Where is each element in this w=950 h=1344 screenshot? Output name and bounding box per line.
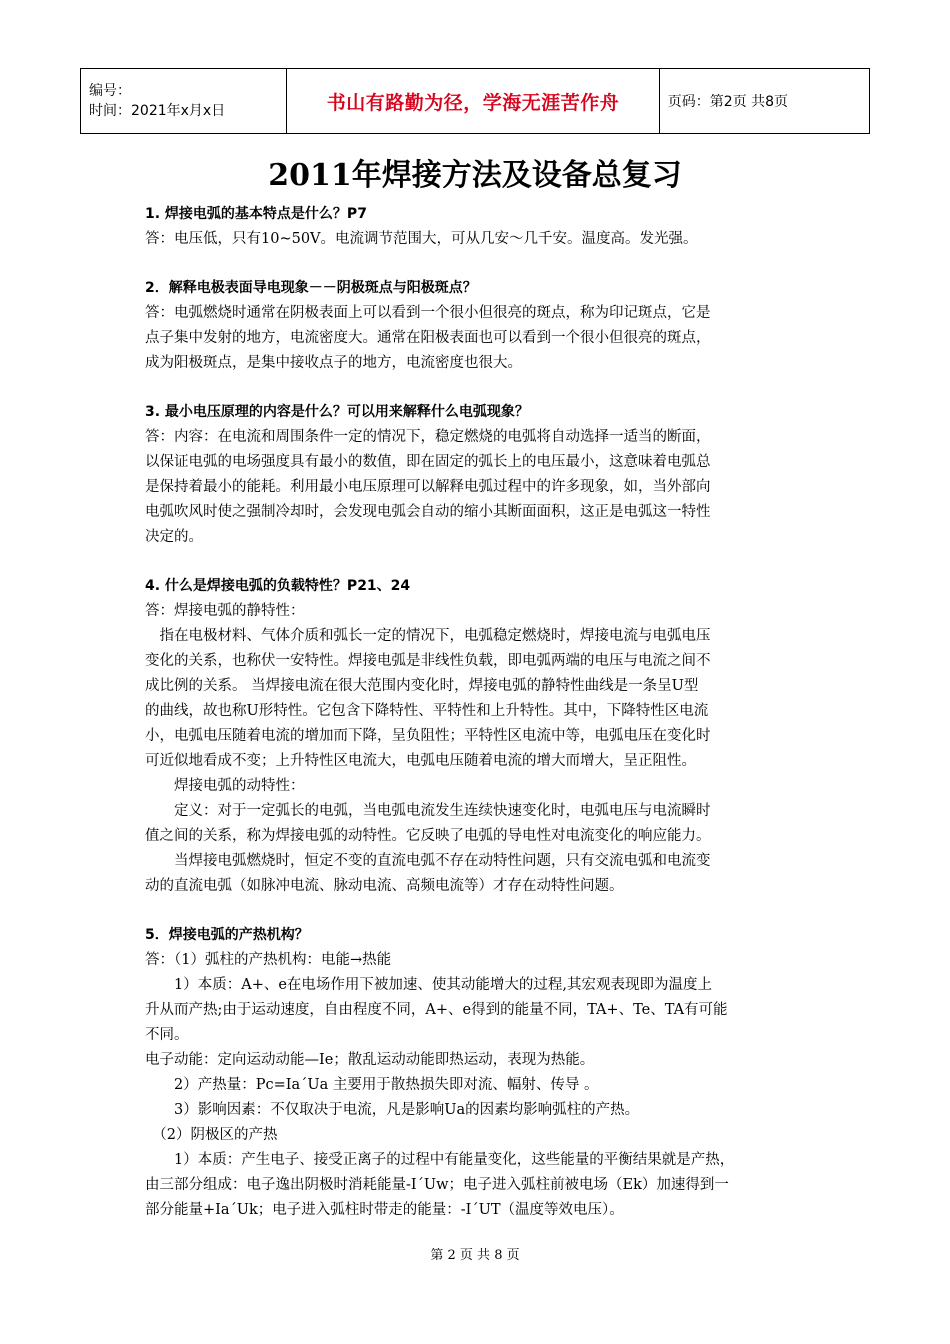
answer-line: 答：内容：在电流和周围条件一定的情况下，稳定燃烧的电弧将自动选择一适当的断面， [145, 429, 711, 445]
answer-line: 决定的。 [145, 529, 203, 545]
question-3: 3. 最小电压原理的内容是什么？可以用来解释什么电弧现象？ [145, 404, 529, 420]
answer-line: 1）本质：A+、e在电场作用下被加速、使其动能增大的过程,其宏观表现即为温度上 [145, 977, 713, 993]
answer-line: 3）影响因素：不仅取决于电流，凡是影响Ua的因素均影响弧柱的产热。 [145, 1102, 640, 1118]
header-meta-cell [81, 69, 287, 134]
answer-line: （2）阴极区的产热 [145, 1127, 278, 1143]
header-motto-cell [287, 69, 660, 134]
answer-line: 动的直流电弧（如脉冲电流、脉动电流、高频电流等）才存在动特性问题。 [145, 878, 624, 894]
answer-line: 成为阳极斑点，是集中接收点子的地方，电流密度也很大。 [145, 355, 522, 371]
answer-line: 值之间的关系，称为焊接电弧的动特性。它反映了电弧的导电性对电流变化的响应能力。 [145, 828, 711, 844]
answer-line: 指在电极材料、气体介质和弧长一定的情况下，电弧稳定燃烧时，焊接电流与电弧电压 [145, 628, 711, 644]
answer-line: 以保证电弧的电场强度具有最小的数值，即在固定的弧长上的电压最小，这意味着电弧总 [145, 454, 711, 470]
answer-line: 电弧吹风时使之强制冷却时，会发现电弧会自动的缩小其断面面积，这正是电弧这一特性 [145, 504, 711, 520]
answer-line: 可近似地看成不变；上升特性区电流大，电弧电压随着电流的增大而增大，呈正阻性。 [145, 753, 696, 769]
answer-line: 部分能量+Ia´Uk；电子进入弧柱时带走的能量：-I´UT（温度等效电压）。 [145, 1202, 624, 1218]
answer-line: 的曲线，故也称U形特性。它包含下降特性、平特性和上升特性。其中，下降特性区电流 [145, 703, 709, 719]
answer-line: 变化的关系，也称伏一安特性。焊接电弧是非线性负载，即电弧两端的电压与电流之间不 [145, 653, 711, 669]
answer-line: 答：电弧燃烧时通常在阴极表面上可以看到一个很小但很亮的斑点，称为印记斑点，它是 [145, 305, 711, 321]
answer-line: 不同。 [145, 1027, 189, 1043]
answer-line: 点子集中发射的地方，电流密度大。通常在阳极表面也可以看到一个很小但很亮的斑点， [145, 330, 711, 346]
answer-line: 当焊接电弧燃烧时，恒定不变的直流电弧不存在动特性问题，只有交流电弧和电流变 [145, 853, 711, 869]
doc-number-label: 编号： [89, 83, 131, 99]
document-header [80, 68, 870, 134]
answer-line: 答：焊接电弧的静特性： [145, 603, 305, 619]
document-body [145, 202, 810, 1223]
answer-line: 电子动能：定向运动动能—Ie；散乱运动动能即热运动，表现为热能。 [145, 1052, 595, 1068]
answer-line: 定义：对于一定弧长的电弧，当电弧电流发生连续快速变化时，电弧电压与电流瞬时 [145, 803, 711, 819]
question-1: 1. 焊接电弧的基本特点是什么？P7 [145, 206, 367, 222]
header-page-info: 页码：第2页 共8页 [667, 94, 789, 110]
question-4: 4. 什么是焊接电弧的负载特性？P21、24 [145, 578, 411, 594]
answer-line: 答：（1）弧柱的产热机构：电能→热能 [145, 952, 392, 968]
question-5: 5．焊接电弧的产热机构？ [145, 927, 309, 943]
answer-line: 是保持着最小的能耗。利用最小电压原理可以解释电弧过程中的许多现象，如，当外部向 [145, 479, 711, 495]
page-title: 2011年焊接方法及设备总复习 [268, 158, 682, 193]
header-page-cell [659, 69, 869, 134]
answer-line: 焊接电弧的动特性： [145, 778, 305, 794]
answer-line: 升从而产热;由于运动速度，自由程度不同，A+、e得到的能量不同，TA+、Te、TA有可能 [145, 1002, 728, 1018]
answer-line: 成比例的关系。 当焊接电流在很大范围内变化时，焊接电弧的静特性曲线是一条呈U型 [145, 678, 699, 694]
answer-line: 2）产热量：Pc=Ia´Ua 主要用于散热损失即对流、幅射、传导 。 [145, 1077, 599, 1093]
answer-line: 由三部分组成：电子逸出阴极时消耗能量-I´Uw；电子进入弧柱前被电场（Ek）加速得到一 [145, 1177, 729, 1193]
doc-date: 时间：2021年x月x日 [89, 103, 226, 119]
header-motto: 书山有路勤为径，学海无涯苦作舟 [326, 91, 620, 114]
page-footer: 第 2 页 共 8 页 [430, 1248, 520, 1263]
question-2: 2．解释电极表面导电现象－－阴极斑点与阳极斑点？ [145, 280, 477, 296]
answer-line: 小，电弧电压随着电流的增加而下降，呈负阻性；平特性区电流中等，电弧电压在变化时 [145, 728, 711, 744]
answer-line: 答：电压低，只有10~50V。电流调节范围大，可从几安～几千安。温度高。发光强。 [145, 231, 698, 247]
answer-line: 1）本质：产生电子、接受正离子的过程中有能量变化，这些能量的平衡结果就是产热， [145, 1152, 735, 1168]
